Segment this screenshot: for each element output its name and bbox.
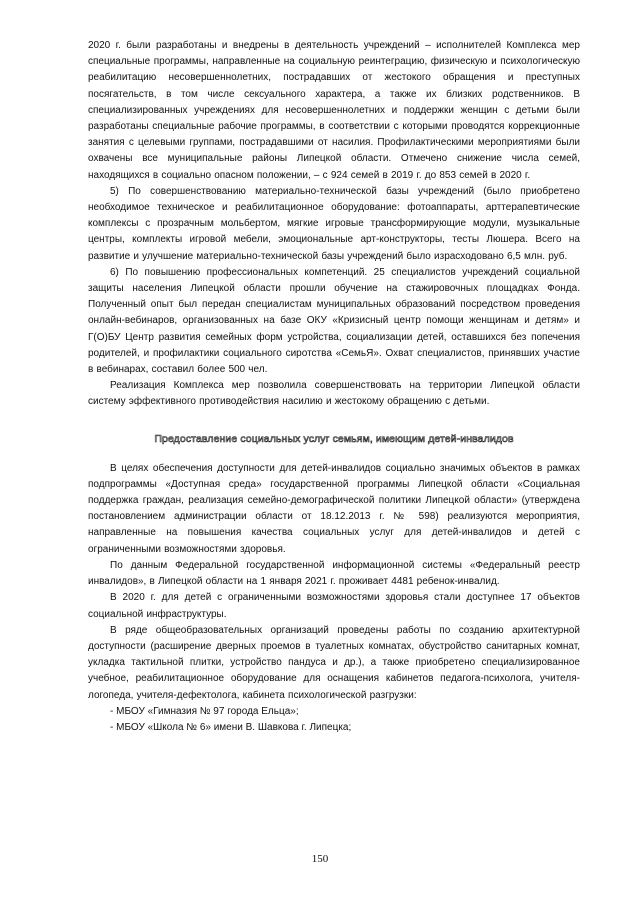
paragraph-accessibility: В целях обеспечения доступности для детей-инвалидов социально значимых объектов в рамках подпрограммы «Доступная среда» государственной программы Липецкой области «Социальная поддержка граждан, реализация семейно-демографической политики Липецкой области» (утверждена постановлением администрации области от 18.12.2013 г. № 598) реализуются мероприятия, направленные на повышения качества социальных услуг для детей-инвалидов и детей с ограниченными возможностями здоровья. [88, 462, 580, 555]
section-heading: Предоставление социальных услуг семьям, имеющим детей-инвалидов [154, 432, 514, 445]
paragraph-item-5-equipment: 5) По совершенствованию материально-технической базы учреждений (было приобретено необходимое техническое и реабилитационное оборудование: фотоаппараты, арттерапевтические комплексы с прозрачным мольбертом, мягкие игровые трансформирующие модули, музыкальные центры, комплекты игровой мебели, эмоциональные арт-конструкторы, тесты Люшера. Всего на развитие и улучшение материально-технической базы учреждений было израсходовано 6,5 млн. руб. [88, 185, 580, 262]
paragraph-item-6-training: 6) По повышению профессиональных компетенций. 25 специалистов учреждений социальной защиты населения Липецкой области прошли обучение на стажировочных площадках Фонда. Полученный опыт был передан специалистам муниципальных образований посредством проведения онлайн-вебинаров, организованных на базе ОКУ «Кризисный центр помощи женщинам и детям» и Г(О)БУ Центр развития семейных форм устройства, социализации детей, оставшихся без попечения родителей, и профилактики социального сиротства «СемьЯ». Охват специалистов, принявших участие в вебинарах, составил более 500 чел. [88, 266, 580, 376]
paragraph-continuation: 2020 г. были разработаны и внедрены в деятельность учреждений – исполнителей Комплекса мер специальные программы, направленные на социальную реинтеграцию, физическую и психологическую реабилитацию несовершеннолетних, пострадавших от жестокого обращения и преступных посягательств, в том числе сексуального характера, а также их близких родственников. В специализированных учреждениях для несовершеннолетних и поддержки женщин с детьми были разработаны специальные рабочие программы, в соответствии с которыми проводятся коррекционные занятия с целевыми группами, пострадавшими от насилия. Профилактическими мероприятиями были охвачены все муниципальные районы Липецкой области. Отмечено снижение числа семей, находящихся в социально опасном положении, – с 924 семей в 2019 г. до 853 семей в 2020 г. [88, 40, 580, 181]
document-page [88, 38, 580, 736]
paragraph-registry: По данным Федеральной государственной информационной системы «Федеральный реестр инвалидов», в Липецкой области на 1 января 2021 г. проживает 4481 ребенок-инвалид. [88, 559, 580, 588]
paragraph-conclusion: Реализация Комплекса мер позволила совершенствовать на территории Липецкой области систему эффективного противодействия насилию и жестокому обращению с детьми. [88, 380, 580, 408]
list-item-gymnasium-97: - МБОУ «Гимназия № 97 города Ельца»; [110, 705, 299, 717]
page-number: 150 [311, 853, 329, 865]
list-item-school-6: - МБОУ «Школа № 6» имени В. Шавкова г. Липецка; [110, 721, 352, 733]
paragraph-infrastructure: В 2020 г. для детей с ограниченными возможностями здоровья стали доступнее 17 объектов социальной инфраструктуры. [88, 592, 580, 620]
paragraph-schools: В ряде общеобразовательных организаций проведены работы по созданию архитектурной доступности (расширение дверных проемов в туалетных комнатах, обустройство санитарных комнат, укладка тактильной плитки, устройство пандуса и др.), а также приобретено специализированное учебное, реабилитационное оборудование для оснащения кабинетов педагога-психолога, учителя-логопеда, учителя-дефектолога, кабинета психологической разгрузки: [88, 624, 580, 701]
